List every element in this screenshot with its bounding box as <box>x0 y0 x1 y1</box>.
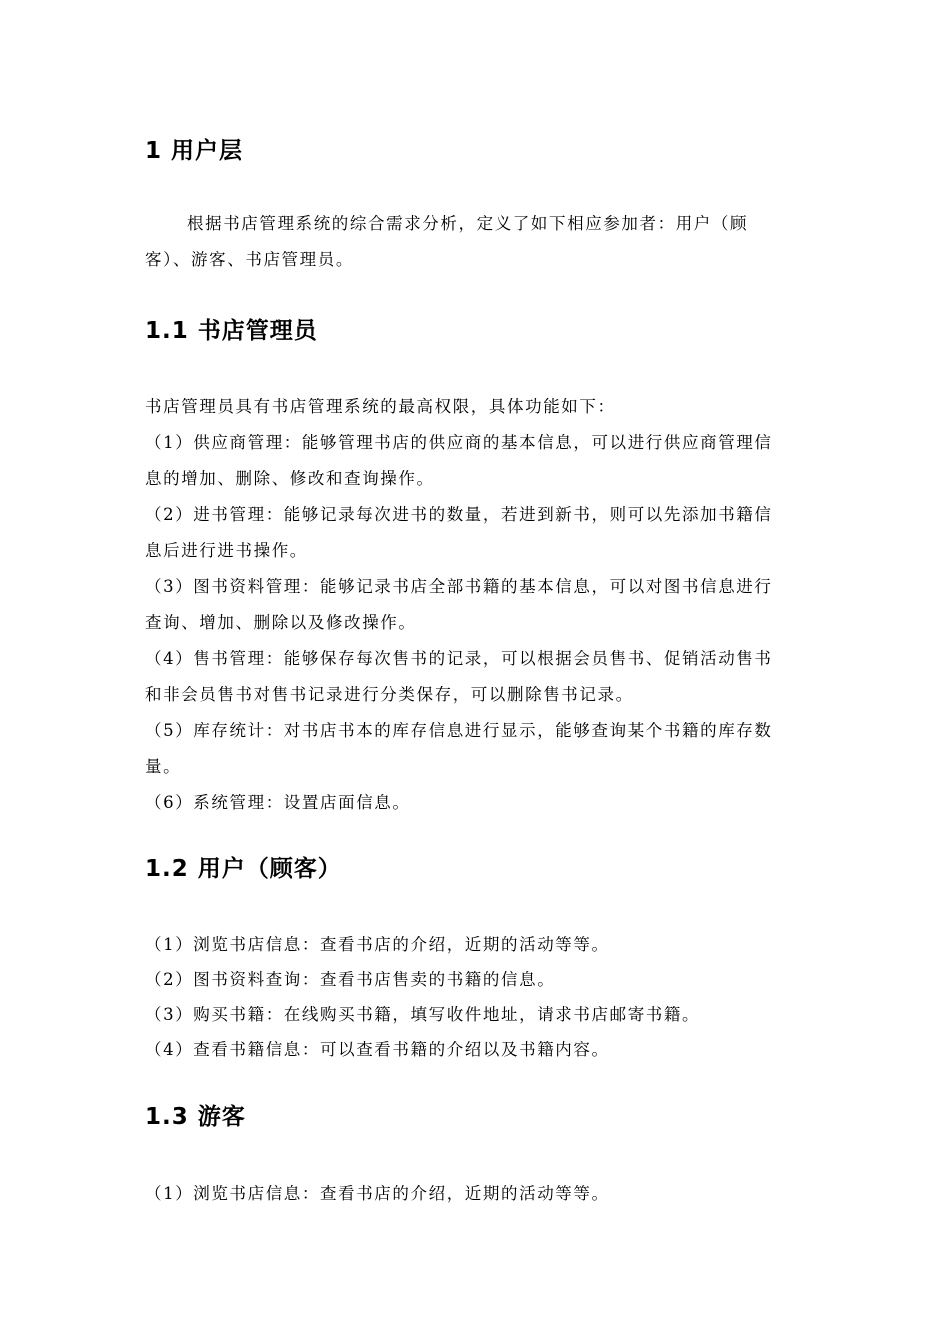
user-function-list <box>145 927 810 1067</box>
list-item: （2）图书资料查询：查看书店售卖的书籍的信息。 <box>145 970 556 989</box>
guest-function-list <box>145 1176 810 1211</box>
list-item: （1）浏览书店信息：查看书店的介绍，近期的活动等等。 <box>145 1184 610 1203</box>
list-item <box>145 641 810 713</box>
list-item <box>145 497 810 569</box>
list-item <box>145 425 810 497</box>
document-page <box>145 0 810 1344</box>
list-item-line: 量。 <box>145 757 182 776</box>
heading-user-layer: 1 用户层 <box>145 138 244 164</box>
intro-paragraph <box>145 206 810 278</box>
list-item: （4）查看书籍信息：可以查看书籍的介绍以及书籍内容。 <box>145 1040 610 1059</box>
intro-line-2: 客）、游客、书店管理员。 <box>145 250 354 269</box>
list-item <box>145 785 810 821</box>
list-item-line: （3）图书资料管理：能够记录书店全部书籍的基本信息，可以对图书信息进行 <box>145 577 773 596</box>
intro-line-1: 根据书店管理系统的综合需求分析，定义了如下相应参加者：用户（顾 <box>187 214 749 233</box>
heading-user-customer: 1.2 用户（顾客） <box>145 856 342 882</box>
list-item <box>145 713 810 785</box>
heading-guest: 1.3 游客 <box>145 1104 246 1130</box>
list-item: （3）购买书籍：在线购买书籍，填写收件地址，请求书店邮寄书籍。 <box>145 1005 701 1024</box>
admin-function-list <box>145 425 810 821</box>
heading-bookstore-admin: 1.1 书店管理员 <box>145 318 318 344</box>
list-item-line: 息后进行进书操作。 <box>145 541 308 560</box>
list-item-line: 和非会员售书对售书记录进行分类保存，可以删除售书记录。 <box>145 685 634 704</box>
admin-lead-text: 书店管理员具有书店管理系统的最高权限，具体功能如下： <box>145 397 616 416</box>
list-item <box>145 569 810 641</box>
list-item-line: （1）供应商管理：能够管理书店的供应商的基本信息，可以进行供应商管理信 <box>145 433 773 452</box>
list-item-line: （6）系统管理：设置店面信息。 <box>145 793 411 812</box>
list-item: （1）浏览书店信息：查看书店的介绍，近期的活动等等。 <box>145 935 610 954</box>
list-item-line: 查询、增加、删除以及修改操作。 <box>145 613 417 632</box>
list-item-line: （2）进书管理：能够记录每次进书的数量，若进到新书，则可以先添加书籍信 <box>145 505 773 524</box>
list-item-line: 息的增加、删除、修改和查询操作。 <box>145 469 435 488</box>
list-item-line: （4）售书管理：能够保存每次售书的记录，可以根据会员售书、促销活动售书 <box>145 649 773 668</box>
list-item-line: （5）库存统计：对书店书本的库存信息进行显示，能够查询某个书籍的库存数 <box>145 721 773 740</box>
